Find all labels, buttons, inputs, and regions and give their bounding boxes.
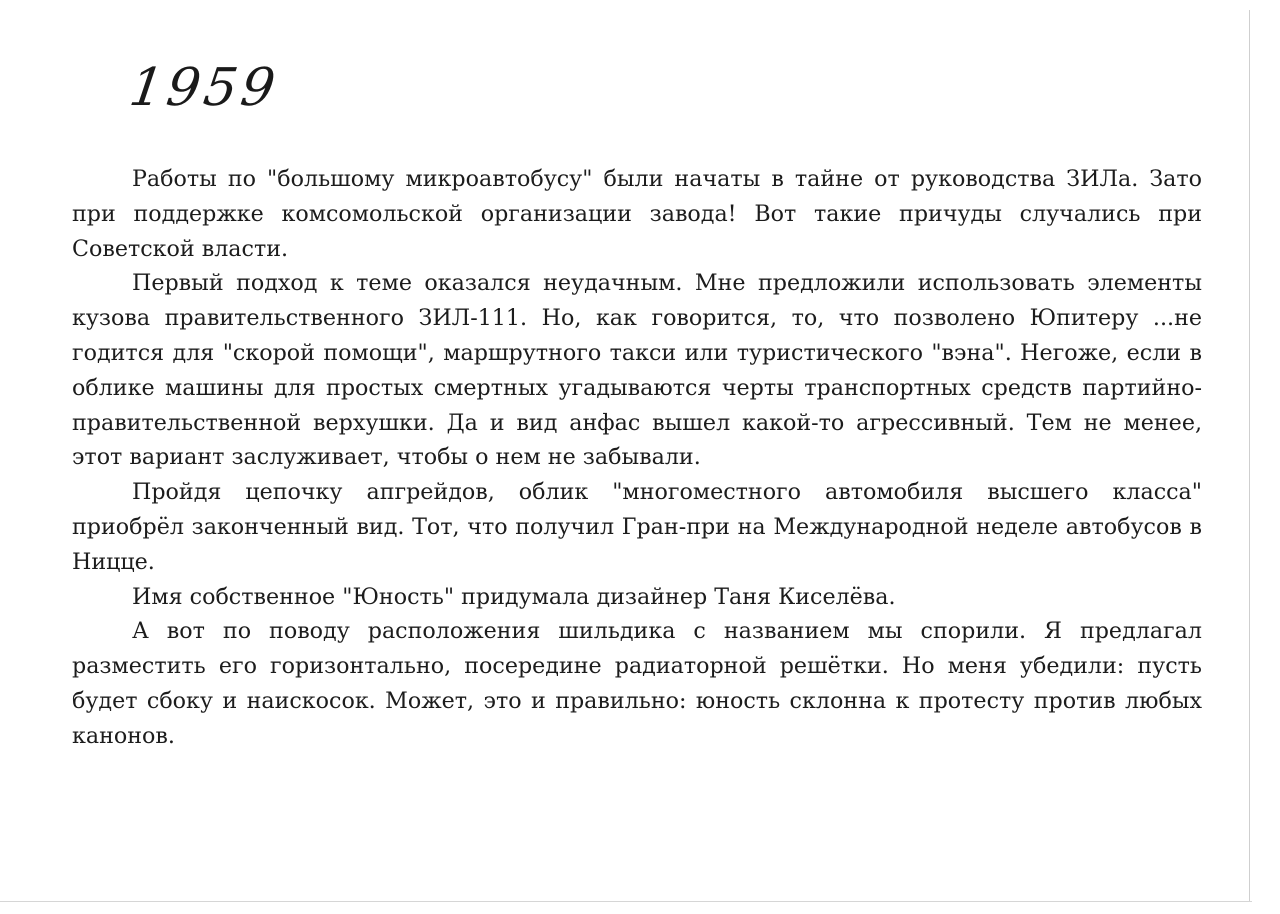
handwritten-year: 1959 — [125, 58, 283, 118]
body-text — [72, 162, 1202, 754]
paragraph: Пройдя цепочку апгрейдов, облик "многоместного автомобиля высшего класса" приобрёл законченный вид. Тот, что получил Гран-при на Международной неделе автобусов в Ницце. — [72, 479, 1202, 575]
paragraph: А вот по поводу расположения шильдика с названием мы спорили. Я предлагал разместить его горизонтально, посередине радиаторной решётки. Но меня убедили: пусть будет сбоку и наискосок. Может, это и правильно: юность склонна к протесту против любых канонов. — [72, 618, 1202, 749]
paragraph: Работы по "большому микроавтобусу" были начаты в тайне от руководства ЗИЛа. Зато при поддержке комсомольской организации завода! Вот такие причуды случались при Советской власти. — [72, 166, 1202, 262]
page-edge-right — [1249, 10, 1250, 902]
paragraph: Имя собственное "Юность" придумала дизайнер Таня Киселёва. — [132, 583, 896, 610]
paragraph: Первый подход к теме оказался неудачным. Мне предложили использовать элементы кузова правительственного ЗИЛ-111. Но, как говорится, то, что позволено Юпитеру ...не годится для "скорой помощи", маршрутного такси или туристического "вэна". Негоже, если в облике машины для простых смертных угадываются черты транспортных средств партийно-правительственной верхушки. Да и вид анфас вышел какой-то агрессивный. Тем не менее, этот вариант заслуживает, чтобы о нем не забывали. — [72, 270, 1202, 471]
page-edge-bottom — [0, 901, 1252, 902]
